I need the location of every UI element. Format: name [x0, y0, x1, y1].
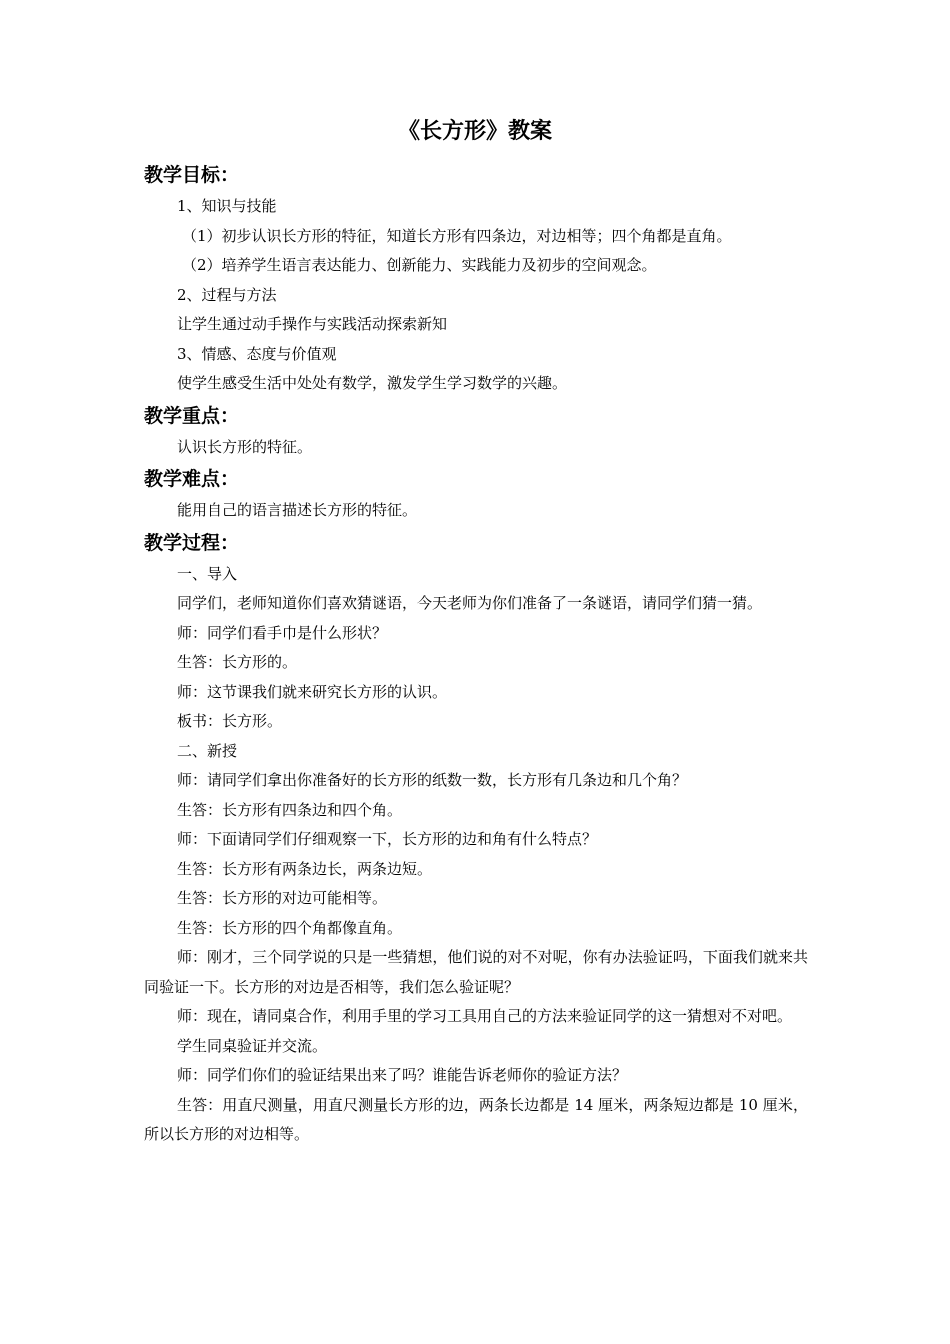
- process-paragraph: 师：刚才，三个同学说的只是一些猜想，他们说的对不对呢，你有办法验证吗，下面我们就来共同验证一下。长方形的对边是否相等，我们怎么验证呢？: [144, 948, 808, 996]
- process-paragraph: 同学们，老师知道你们喜欢猜谜语，今天老师为你们准备了一条谜语，请同学们猜一猜。: [177, 594, 763, 612]
- process-paragraph: 师：这节课我们就来研究长方形的认识。: [177, 682, 448, 701]
- objective-line: 让学生通过动手操作与实践活动探索新知: [177, 315, 448, 333]
- difficulties-text: 能用自己的语言描述长方形的特征。: [177, 501, 418, 519]
- process-paragraph: 生答：长方形有四条边和四个角。: [177, 800, 403, 819]
- objective-line: 使学生感受生活中处处有数学，激发学生学习数学的兴趣。: [177, 374, 568, 392]
- document-body: [144, 158, 808, 1150]
- objective-line: （2）培养学生语言表达能力、创新能力、实践能力及初步的空间观念。: [182, 256, 657, 274]
- process-paragraph: 师：下面请同学们仔细观察一下，长方形的边和角有什么特点？: [177, 830, 598, 848]
- process-heading: 教学过程：: [144, 531, 240, 554]
- process-paragraph: 生答：长方形的对边可能相等。: [177, 889, 388, 907]
- process-paragraph: 师：同学们看手巾是什么形状？: [177, 623, 388, 642]
- process-paragraph: 学生同桌验证并交流。: [177, 1036, 328, 1055]
- process-paragraph: 师：现在，请同桌合作，利用手里的学习工具用自己的方法来验证同学的这一猜想对不对吧。: [177, 1007, 793, 1025]
- process-paragraph: 生答：长方形的。: [177, 653, 298, 671]
- process-paragraph: 师：请同学们拿出你准备好的长方形的纸数一数，长方形有几条边和几个角？: [177, 771, 688, 789]
- process-paragraph: 一、导入: [177, 564, 238, 583]
- objective-line: 2、过程与方法: [177, 285, 277, 304]
- process-paragraph: 板书：长方形。: [177, 712, 283, 730]
- process-paragraph: 二、新授: [177, 741, 238, 760]
- objective-line: 3、情感、态度与价值观: [177, 344, 337, 363]
- process-paragraph: 生答：长方形的四个角都像直角。: [177, 918, 403, 937]
- process-paragraph: 生答：用直尺测量，用直尺测量长方形的边，两条长边都是 14 厘米，两条短边都是 10 厘米，所以长方形的对边相等。: [144, 1095, 808, 1143]
- process-paragraph: 生答：长方形有两条边长，两条边短。: [177, 859, 433, 878]
- document-title: 《长方形》教案: [397, 119, 552, 144]
- objectives-heading: 教学目标：: [144, 164, 240, 186]
- process-paragraph: 师：同学们你们的验证结果出来了吗？谁能告诉老师你的验证方法？: [177, 1066, 628, 1084]
- objective-line: 1、知识与技能: [177, 197, 277, 215]
- key-points-heading: 教学重点：: [144, 404, 240, 427]
- difficulties-heading: 教学难点：: [144, 468, 240, 490]
- objective-line: （1）初步认识长方形的特征，知道长方形有四条边，对边相等；四个角都是直角。: [182, 226, 732, 245]
- key-points-text: 认识长方形的特征。: [177, 437, 313, 456]
